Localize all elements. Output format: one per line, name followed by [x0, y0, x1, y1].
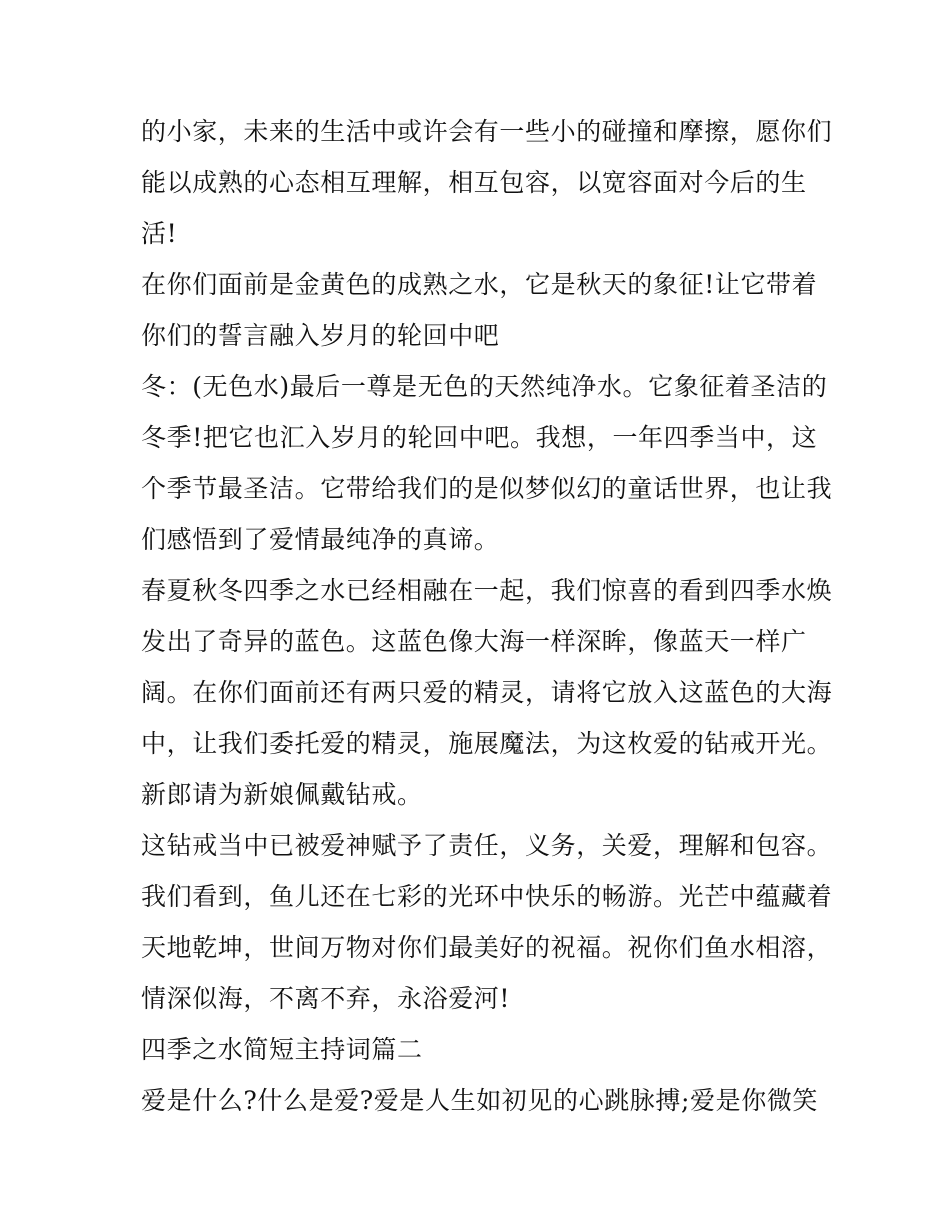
text-line: 能以成熟的心态相互理解，相互包容，以宽容面对今后的生 [141, 168, 807, 197]
text-line: 冬季!把它也汇入岁月的轮回中吧。我想，一年四季当中，这 [141, 423, 818, 452]
section-heading: 四季之水简短主持词篇二 [141, 1035, 423, 1064]
text-line: 情深似海，不离不弃，永浴爱河! [141, 984, 511, 1013]
text-line: 冬：(无色水)最后一尊是无色的天然纯净水。它象征着圣洁的 [141, 372, 828, 401]
text-line: 新郎请为新娘佩戴钻戒。 [141, 780, 423, 809]
text-line: 你们的誓言融入岁月的轮回中吧 [141, 321, 500, 350]
document-body [141, 106, 833, 1126]
text-line: 我们看到，鱼儿还在七彩的光环中快乐的畅游。光芒中蕴藏着 [141, 882, 833, 911]
text-line: 春夏秋冬四季之水已经相融在一起，我们惊喜的看到四季水焕 [141, 576, 833, 605]
text-line: 阔。在你们面前还有两只爱的精灵，请将它放入这蓝色的大海 [141, 678, 833, 707]
text-line: 在你们面前是金黄色的成熟之水，它是秋天的象征!让它带着 [141, 270, 818, 299]
text-line: 这钻戒当中已被爱神赋予了责任，义务，关爱，理解和包容。 [141, 831, 833, 860]
text-line: 个季节最圣洁。它带给我们的是似梦似幻的童话世界，也让我 [141, 474, 833, 503]
text-line: 中，让我们委托爱的精灵，施展魔法，为这枚爱的钻戒开光。 [141, 729, 833, 758]
text-line: 们感悟到了爱情最纯净的真谛。 [141, 525, 500, 554]
text-line: 天地乾坤，世间万物对你们最美好的祝福。祝你们鱼水相溶， [141, 933, 833, 962]
text-line: 爱是什么?什么是爱?爱是人生如初见的心跳脉搏;爱是你微笑 [141, 1086, 819, 1115]
text-line: 活! [141, 219, 178, 248]
text-line: 发出了奇异的蓝色。这蓝色像大海一样深眸，像蓝天一样广 [141, 627, 807, 656]
text-line: 的小家，未来的生活中或许会有一些小的碰撞和摩擦，愿你们 [141, 117, 833, 146]
